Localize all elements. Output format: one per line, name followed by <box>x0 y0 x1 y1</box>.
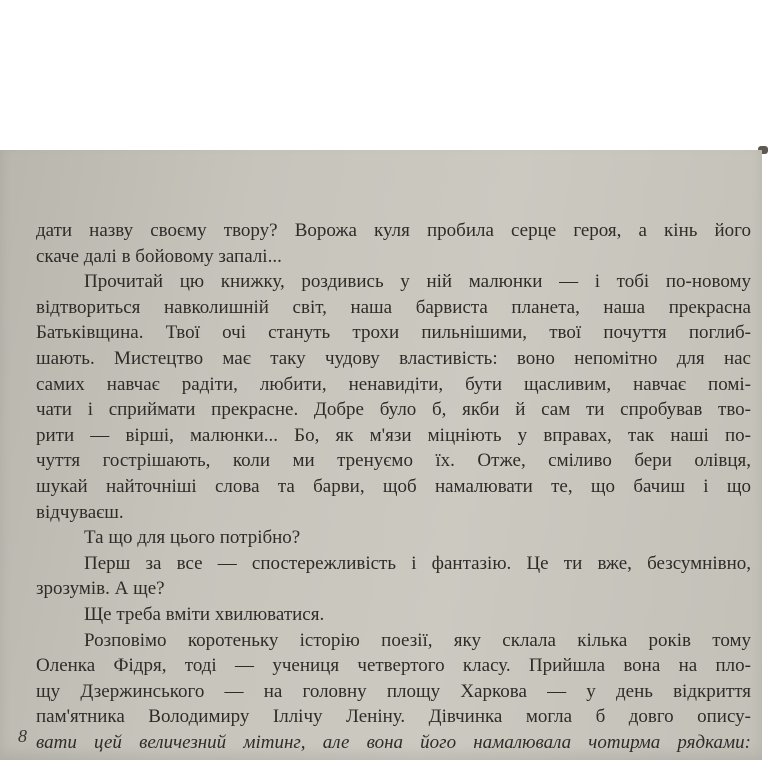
book-page <box>0 150 762 760</box>
text-line: чати і сприймати прекрасне. Добре було б, якби й сам ти спробував тво- <box>36 399 751 421</box>
text-line: шукай найточніші слова та барви, щоб намалювати те, що бачиш і що <box>36 475 751 497</box>
text-line: самих навчає радіти, любити, ненавидіти, бути щасливим, навчає помі- <box>36 373 751 395</box>
text-line: зрозумів. А ще? <box>36 578 165 600</box>
body-text <box>36 218 751 755</box>
text-line: щу Дзержинського — на головну площу Харкова — у день відкриття <box>36 680 751 702</box>
text-line: Батьківщина. Твої очі стануть трохи пильнішими, твої почуття поглиб- <box>36 322 751 344</box>
text-line: відчуваєш. <box>36 501 124 523</box>
text-line: пам'ятника Володимиру Іллічу Леніну. Дівчинка могла б довго опису- <box>36 706 751 728</box>
text-line: шають. Мистецтво має таку чудову властивість: воно непомітно для нас <box>36 347 751 369</box>
text-line: Та що для цього потрібно? <box>84 527 301 549</box>
text-line: рити — вірші, малюнки... Бо, як м'язи міцніють у вправах, так наші по- <box>36 424 751 446</box>
text-line: Розповімо коротеньку історію поезії, яку склала кілька років тому <box>84 629 751 651</box>
text-line: Прочитай цю книжку, роздивись у ній малюнки — і тобі по-новому <box>84 271 751 293</box>
text-line: вати цей величезний мітинг, але вона його намалювала чотирма рядками: <box>36 731 751 753</box>
text-line: скаче далі в бойовому запалі... <box>36 245 282 267</box>
text-line: Оленка Фідря, тоді — учениця четвертого класу. Прийшла вона на пло- <box>36 655 751 677</box>
text-line: Ще треба вміти хвилюватися. <box>84 603 325 625</box>
text-line: Перш за все — спостережливість і фантазію. Це ти вже, безсумнівно, <box>84 552 751 574</box>
page-number: 8 <box>18 726 27 746</box>
text-line: дати назву своєму твору? Ворожа куля пробила серце героя, а кінь його <box>36 220 751 241</box>
text-line: відтвориться навколишній світ, наша барвиста планета, наша прекрасна <box>36 296 751 318</box>
text-line: чуття гострішають, коли ми тренуємо їх. Отже, сміливо бери олівця, <box>36 450 751 472</box>
